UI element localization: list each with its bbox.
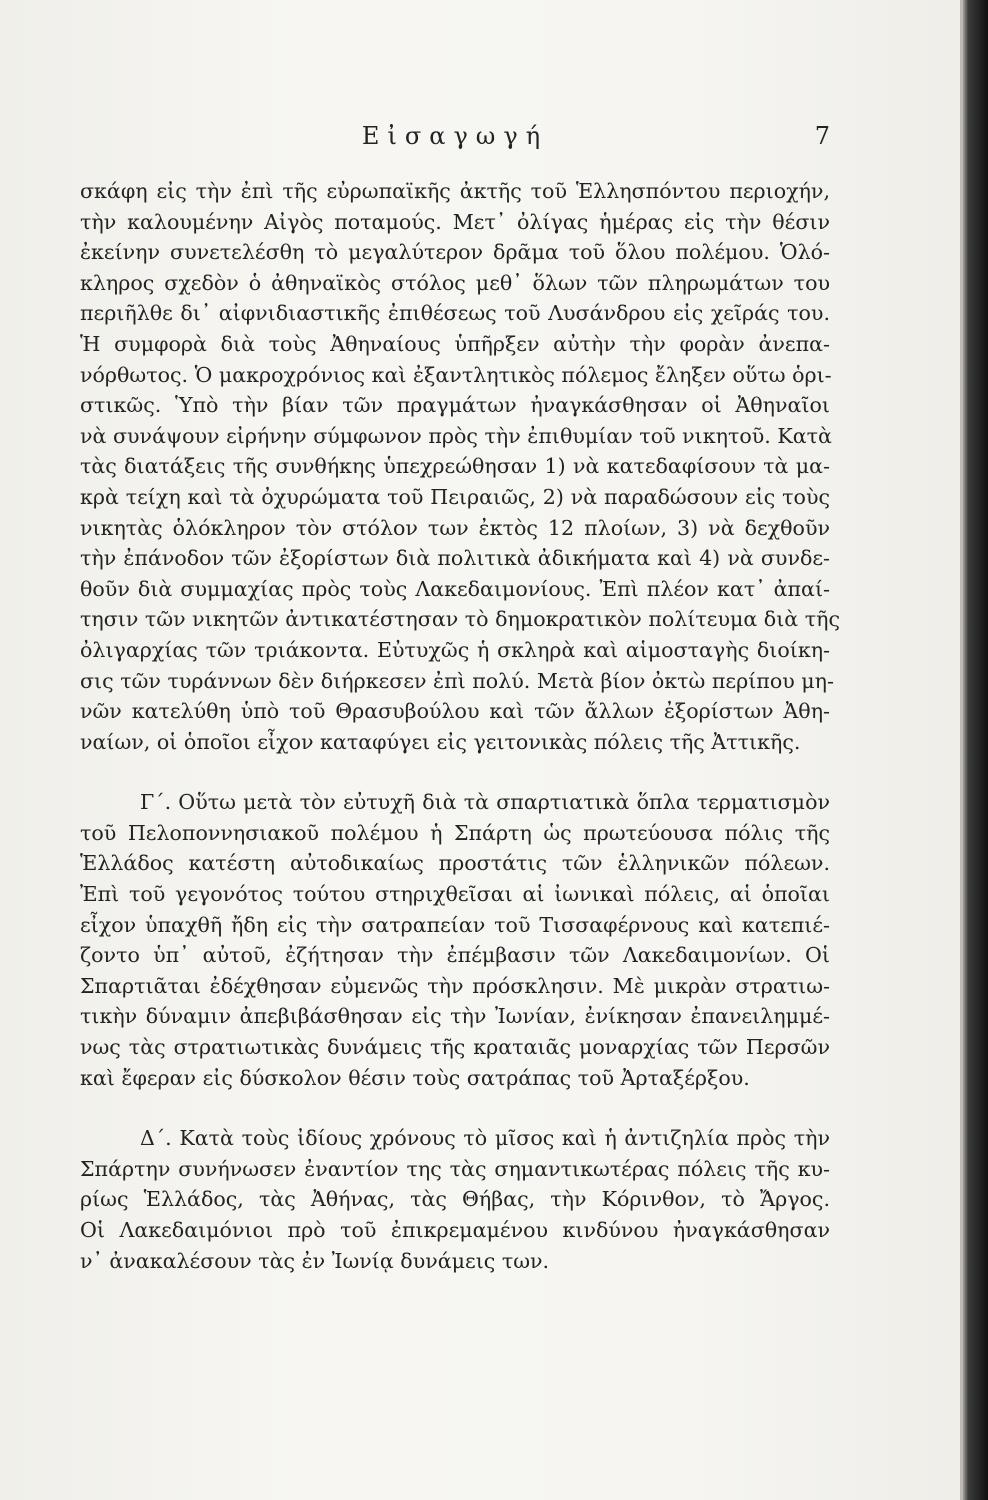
text-line: Γ΄. Οὕτω μετὰ τὸν εὐτυχῆ διὰ τὰ σπαρτιατικὰ ὅπλα τερματισμὸν	[140, 790, 830, 815]
text-line: νὰ συνάψουν εἰρήνην σύμφωνον πρὸς τὴν ἐπιθυμίαν τοῦ νικητοῦ. Κατὰ	[80, 423, 832, 448]
text-line: περιῆλθε δι᾽ αἰφνιδιαστικῆς ἐπιθέσεως τοῦ Λυσάνδρου εἰς χεῖράς του.	[80, 301, 830, 326]
text-line: στικῶς. Ὑπὸ τὴν βίαν τῶν πραγμάτων ἠναγκάσθησαν οἱ Ἀθηναῖοι	[80, 393, 830, 418]
text-line: Οἱ Λακεδαιμόνιοι πρὸ τοῦ ἐπικρεμαμένου κινδύνου ἠναγκάσθησαν	[80, 1218, 830, 1242]
page-header	[80, 118, 830, 158]
paragraph-gap	[80, 757, 830, 787]
running-head: Εἰσαγωγή	[361, 122, 549, 150]
paragraph	[80, 176, 840, 757]
text-line: σις τῶν τυράννων δὲν διήρκεσεν ἐπὶ πολύ. Μετὰ βίον ὀκτὼ περίπου μη-	[80, 668, 834, 693]
text-line: τὰς διατάξεις τῆς συνθήκης ὑπεχρεώθησαν 1) νὰ κατεδαφίσουν τὰ μα-	[80, 454, 830, 479]
text-line: Ἡ συμφορὰ διὰ τοὺς Ἀθηναίους ὑπῆρξεν αὐτὴν τὴν φορὰν ἀνεπα-	[80, 331, 830, 356]
text-line: τοῦ Πελοποννησιακοῦ πολέμου ἡ Σπάρτη ὡς πρωτεύουσα πόλις τῆς	[80, 820, 830, 845]
text-line: ν᾽ ἀνακαλέσουν τὰς ἐν Ἰωνίᾳ δυνάμεις των.	[80, 1248, 550, 1273]
paragraph	[80, 787, 830, 1093]
text-line: νικητὰς ὁλόκληρον τὸν στόλον των ἐκτὸς 12 πλοίων, 3) νὰ δεχθοῦν	[80, 515, 830, 540]
text-line: τησιν τῶν νικητῶν ἀντικατέστησαν τὸ δημοκρατικὸν πολίτευμα διὰ τῆς	[80, 607, 840, 632]
text-line: Σπαρτιᾶται ἐδέχθησαν εὐμενῶς τὴν πρόσκλησιν. Μὲ μικρὰν στρατιω-	[80, 973, 830, 998]
text-line: τικὴν δύναμιν ἀπεβιβάσθησαν εἰς τὴν Ἰωνίαν, ἐνίκησαν ἐπανειλημμέ-	[80, 1004, 830, 1029]
text-line: θοῦν διὰ συμμαχίας πρὸς τοὺς Λακεδαιμονίους. Ἐπὶ πλέον κατ᾽ ἀπαί-	[80, 576, 830, 601]
text-line: σκάφη εἰς τὴν ἐπὶ τῆς εὐρωπαϊκῆς ἀκτῆς τοῦ Ἑλλησπόντου περιοχήν,	[80, 179, 830, 203]
text-line: ὀλιγαρχίας τῶν τριάκοντα. Εὐτυχῶς ἡ σκληρὰ καὶ αἱμοσταγὴς διοίκη-	[80, 637, 830, 662]
text-line: νῶν κατελύθη ὑπὸ τοῦ Θρασυβούλου καὶ τῶν ἄλλων ἐξορίστων Ἀθη-	[80, 699, 830, 724]
text-line: ζοντο ὑπ᾽ αὐτοῦ, ἐζήτησαν τὴν ἐπέμβασιν τῶν Λακεδαιμονίων. Οἱ	[80, 943, 830, 968]
book-binding-edge	[960, 0, 988, 1500]
text-line: κρὰ τείχη καὶ τὰ ὀχυρώματα τοῦ Πειραιῶς, 2) νὰ παραδώσουν εἰς τοὺς	[80, 484, 830, 509]
text-line: τὴν ἐπάνοδον τῶν ἐξορίστων διὰ πολιτικὰ ἀδικήματα καὶ 4) νὰ συνδε-	[80, 546, 830, 571]
text-line: Δ΄. Κατὰ τοὺς ἰδίους χρόνους τὸ μῖσος καὶ ἡ ἀντιζηλία πρὸς τὴν	[140, 1126, 830, 1151]
body-text	[80, 176, 840, 1276]
text-line: ρίως Ἑλλάδος, τὰς Ἀθήνας, τὰς Θήβας, τὴν Κόρινθον, τὸ Ἄργος.	[80, 1187, 830, 1212]
text-line: ἐκείνην συνετελέσθη τὸ μεγαλύτερον δρᾶμα τοῦ ὅλου πολέμου. Ὁλό-	[80, 240, 830, 265]
text-line: κληρος σχεδὸν ὁ ἀθηναϊκὸς στόλος μεθ᾽ ὅλων τῶν πληρωμάτων του	[80, 270, 830, 295]
paragraph	[80, 1123, 830, 1276]
page-number: 7	[814, 122, 830, 150]
text-line: νόρθωτος. Ὁ μακροχρόνιος καὶ ἐξαντλητικὸς πόλεμος ἔληξεν οὕτω ὁρι-	[80, 362, 832, 387]
text-line: τὴν καλουμένην Αἰγὸς ποταμούς. Μετ᾽ ὀλίγας ἡμέρας εἰς τὴν θέσιν	[80, 209, 830, 234]
text-line: Ἐπὶ τοῦ γεγονότος τούτου στηριχθεῖσαι αἱ ἰωνικαὶ πόλεις, αἱ ὁποῖαι	[80, 882, 830, 907]
text-line: νως τὰς στρατιωτικὰς δυνάμεις τῆς κραταιᾶς μοναρχίας τῶν Περσῶν	[80, 1035, 830, 1060]
text-line: Σπάρτην συνήνωσεν ἐναντίον της τὰς σημαντικωτέρας πόλεις τῆς κυ-	[80, 1156, 830, 1181]
text-line: καὶ ἔφεραν εἰς δύσκολον θέσιν τοὺς σατράπας τοῦ Ἀρταξέρξου.	[80, 1065, 750, 1090]
text-line: Ἑλλάδος κατέστη αὐτοδικαίως προστάτις τῶν ἑλληνικῶν πόλεων.	[80, 851, 830, 876]
paragraph-gap	[80, 1093, 830, 1123]
text-line: ναίων, οἱ ὁποῖοι εἶχον καταφύγει εἰς γειτονικὰς πόλεις τῆς Ἀττικῆς.	[80, 729, 801, 754]
text-line: εἶχον ὑπαχθῆ ἤδη εἰς τὴν σατραπείαν τοῦ Τισσαφέρνους καὶ κατεπιέ-	[80, 912, 830, 937]
